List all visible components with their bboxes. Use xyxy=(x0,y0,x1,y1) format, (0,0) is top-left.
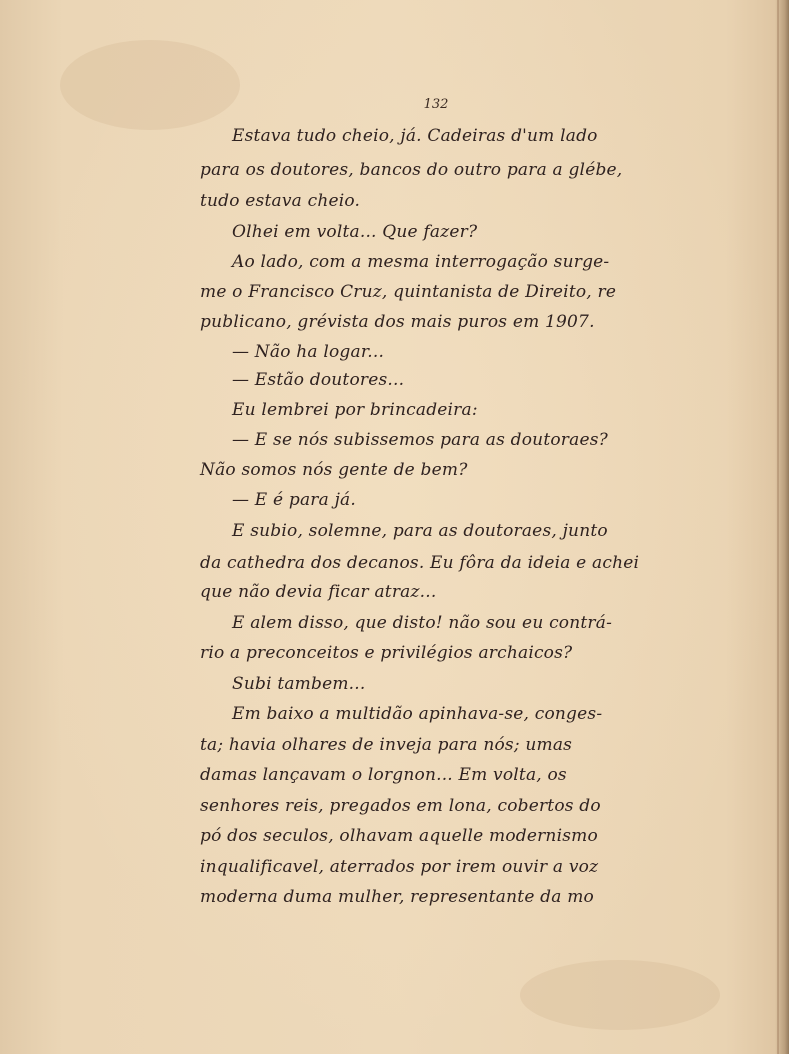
manuscript-line: rio a preconceitos e privilégios archaicos? xyxy=(200,643,573,663)
manuscript-line: tudo estava cheio. xyxy=(200,191,361,211)
manuscript-line: da cathedra dos decanos. Eu fôra da ideia e achei xyxy=(200,553,640,573)
manuscript-line: Ao lado, com a mesma interrogação surge- xyxy=(232,252,610,272)
manuscript-line: Não somos nós gente de bem? xyxy=(200,460,468,480)
manuscript-line: — E se nós subissemos para as doutoraes? xyxy=(232,430,608,450)
manuscript-line: publicano, grévista dos mais puros em 1907. xyxy=(200,312,595,332)
manuscript-line: E alem disso, que disto! não sou eu contrá- xyxy=(232,613,613,633)
manuscript-line: damas lançavam o lorgnon... Em volta, os xyxy=(200,765,567,785)
page-number: 132 xyxy=(423,97,449,112)
manuscript-line: — Não ha logar... xyxy=(232,342,385,362)
manuscript-line: — Estão doutores... xyxy=(232,370,405,390)
manuscript-line: — E é para já. xyxy=(232,490,356,510)
manuscript-line: para os doutores, bancos do outro para a glébe, xyxy=(200,160,623,180)
manuscript-line: moderna duma mulher, representante da mo xyxy=(200,887,594,907)
manuscript-line: Estava tudo cheio, já. Cadeiras d'um lado xyxy=(232,126,598,146)
manuscript-line: pó dos seculos, olhavam aquelle modernismo xyxy=(200,826,598,846)
manuscript-line: que não devia ficar atraz... xyxy=(200,582,437,602)
paper-stain xyxy=(60,40,240,130)
manuscript-line: Eu lembrei por brincadeira: xyxy=(232,400,478,420)
manuscript-line: Subi tambem... xyxy=(232,674,366,694)
manuscript-line: senhores reis, pregados em lona, cobertos do xyxy=(200,796,601,816)
paper-stain xyxy=(520,960,720,1030)
manuscript-line: Em baixo a multidão apinhava-se, conges- xyxy=(232,704,603,724)
manuscript-line: E subio, solemne, para as doutoraes, junto xyxy=(232,521,608,541)
page-edge-shadow xyxy=(775,0,789,1054)
manuscript-line: Olhei em volta... Que fazer? xyxy=(232,222,478,242)
manuscript-line: ta; havia olhares de inveja para nós; umas xyxy=(200,735,573,755)
manuscript-line: inqualificavel, aterrados por irem ouvir a voz xyxy=(200,857,599,877)
manuscript-line: me o Francisco Cruz, quintanista de Direito, re xyxy=(200,282,617,302)
